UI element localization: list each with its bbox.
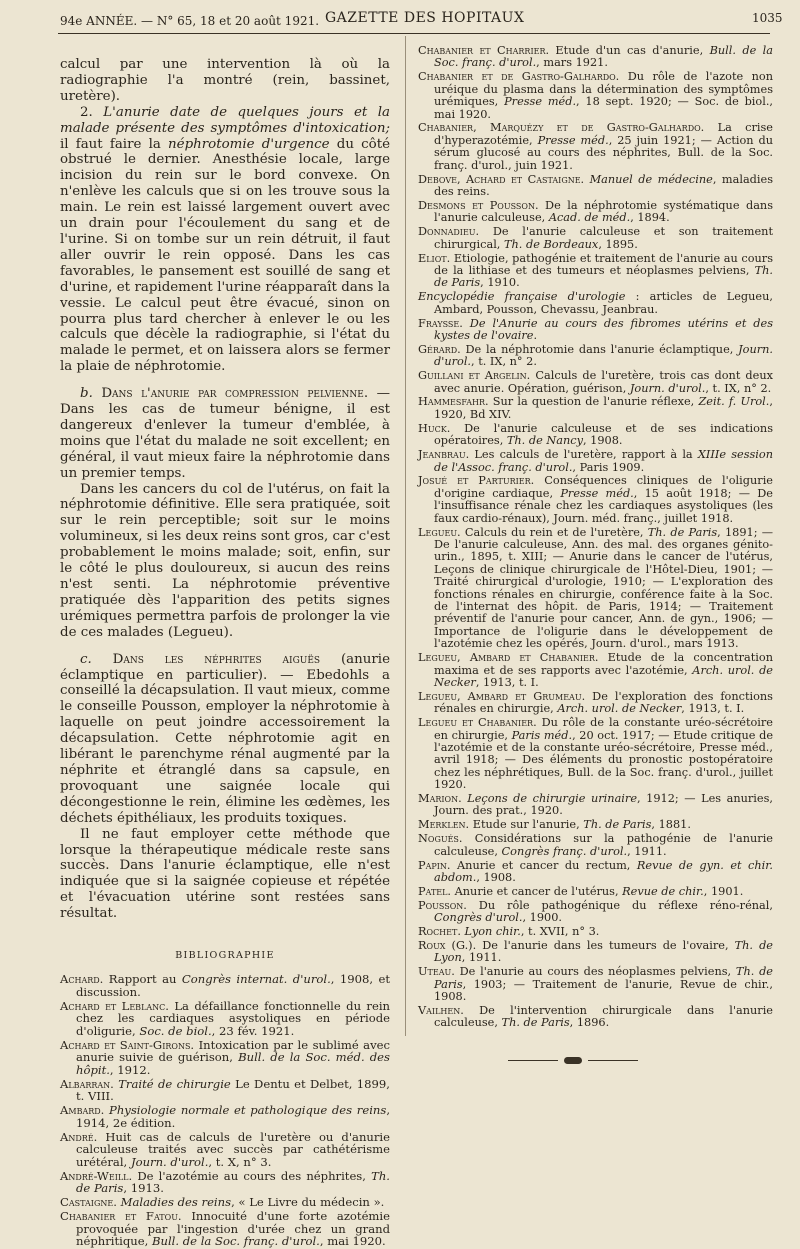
- ref-author: Castaigne.: [60, 1195, 117, 1210]
- ref-details: , 1913, t. I.: [681, 702, 745, 716]
- ref-source: Zeit. f. Urol.: [698, 395, 770, 409]
- ref-text: De l'intervention chirurgicale dans l'anurie calculeuse,: [434, 1004, 773, 1030]
- bibliography-entry: [60, 1104, 390, 1129]
- ref-details: , mars 1921.: [536, 56, 608, 70]
- paragraph-text: (anurie éclamptique en particulier). — Ebedohls a conseillé la décapsulation. Il vaut mieux, comme le conseille Pousson, employer la néphrotomie à laquelle on peut joindre accessoirement la décapsulation. Cette néphrotomie agit en libérant le parenchyme rénal augmenté par la néphrite et étranglé dans sa capsule, en provoquant une saignée locale qui décongestionne le rein, élimine les œdèmes, les déchets épithéliaux, les produits toxiques.: [60, 651, 391, 826]
- ref-details: , 1908.: [476, 871, 516, 884]
- ref-author: Roux (G.).: [418, 939, 477, 953]
- ref-source: Th. de Paris: [583, 818, 652, 832]
- ref-details: , 1914, 2e édition.: [76, 1103, 391, 1130]
- bibliography-entry: [418, 966, 773, 1003]
- ref-source: Th. de Nancy: [506, 434, 583, 448]
- ref-details: , 1913, t. I.: [475, 675, 539, 689]
- list-marker: b.: [80, 386, 102, 402]
- bibliography-entry: [60, 1131, 390, 1169]
- bibliography-list: [60, 973, 390, 1248]
- ref-author: André.: [60, 1129, 98, 1144]
- ref-details: , 1911.: [461, 951, 502, 965]
- bibliography-entry: [418, 691, 773, 716]
- ref-text: Calculs de l'uretère, trois cas dont deux avec anurie. Opération, guérison,: [434, 369, 773, 395]
- ref-details: , t. IX, n° 2.: [705, 381, 772, 395]
- ref-author: Legueu.: [418, 525, 461, 539]
- ref-source: Arch. urol. de Necker: [434, 663, 773, 689]
- ref-author: Nogués.: [418, 832, 463, 846]
- ref-author: Chabanier et Fatou.: [60, 1209, 182, 1224]
- ref-source: Presse méd.: [537, 133, 609, 147]
- bibliography-entry: [60, 1196, 390, 1209]
- paragraph: Dans les cancers du col de l'utérus, on fait la néphrotomie définitive. Elle sera pratiquée, soit sur le rein perceptible; soit sur le moins volumineux, si les deux reins sont gros, car c'est probablement le moins malade; soit, enfin, sur le côté le plus douloureux, si aucun des reins n'est senti. La néphrotomie préventive pratiquée dès l'apparition des petits signes urémiques permettra parfois de prolonger la vie de ces malades (Legueu).: [60, 481, 390, 640]
- bibliography-entry: [418, 886, 773, 898]
- paragraph: [60, 652, 390, 827]
- ref-text: [463, 317, 470, 330]
- paragraph: [60, 386, 390, 481]
- ref-author: Eliot.: [418, 251, 451, 265]
- ref-source: Th. de Bordeaux: [504, 237, 599, 251]
- ref-author: Albarran.: [60, 1076, 114, 1091]
- ref-text: De l'anurie dans les tumeurs de l'ovaire,: [476, 939, 735, 953]
- bibliography-title: BIBLIOGRAPHIE: [175, 950, 275, 962]
- ref-text: Calculs du rein et de l'uretère,: [460, 525, 648, 539]
- ref-author: Patel.: [418, 884, 452, 898]
- ref-details: , 1911.: [627, 844, 667, 858]
- ref-author: Fraysse.: [418, 316, 463, 330]
- ref-details: , 1920, Bd XIV.: [434, 395, 773, 421]
- ref-author: Legueu, Ambard et Grumeau.: [418, 689, 586, 703]
- ref-text: Du rôle de l'azote non uréique du plasma dans la détermination des symptômes urémiques,: [434, 70, 773, 109]
- bibliography-entry: [418, 527, 773, 651]
- ref-author: Achard.: [60, 972, 104, 987]
- section-heading: Dans les néphrites aiguës: [112, 651, 321, 667]
- ref-text: Etiologie, pathogénie et traitement de l'anurie au cours de la lithiase et des tumeurs et néoplasmes pelviens,: [434, 251, 773, 277]
- ref-text: La crise d'hyperazotémie,: [434, 121, 773, 147]
- bibliography-entry: [418, 344, 773, 369]
- ref-author: Vailhen.: [418, 1004, 464, 1018]
- ref-source: Lyon chir.: [464, 925, 521, 939]
- bibliography-entry: [418, 940, 773, 965]
- ref-text: Intoxication par le sublimé avec anurie suivie de guérison,: [76, 1037, 390, 1065]
- ref-author: Guillani et Argelin.: [418, 369, 531, 383]
- ref-details: , 1913.: [123, 1181, 164, 1196]
- ref-source: Revue de gyn. et chir. abdom.: [434, 858, 773, 884]
- ornament-line: [588, 1060, 638, 1061]
- ref-source: Arch. urol. de Necker: [557, 702, 682, 716]
- ref-source: Congrès franç. d'urol.: [501, 844, 628, 858]
- ref-author: Hammesfahr.: [418, 395, 489, 409]
- header-rule: [58, 33, 770, 34]
- ref-source: Th. de Paris: [501, 1016, 570, 1030]
- bibliography-entry: [418, 200, 773, 225]
- paragraph: [60, 105, 390, 375]
- ref-source: Journ. d'urol.: [629, 381, 706, 395]
- ref-details: , 18 sept. 1920; — Soc. de biol., mai 1920.: [434, 95, 774, 121]
- bibliography-entry: [418, 717, 773, 791]
- ornament-line: [508, 1060, 558, 1061]
- ref-source: Journ. d'urol.: [434, 342, 773, 369]
- bibliography-entry: [418, 226, 773, 251]
- ref-source: Maladies des reins: [120, 1195, 232, 1210]
- bibliography-entry: [60, 1039, 390, 1077]
- ref-details: , Paris 1909.: [572, 460, 645, 474]
- bibliography-entry: [418, 449, 773, 474]
- ref-author: Jeanbrau.: [418, 448, 470, 462]
- ref-text: Considérations sur la pathogénie de l'anurie calculeuse,: [434, 832, 773, 858]
- ref-author: Debove, Achard et Castaigne.: [418, 172, 585, 186]
- ref-author: Chabanier, Marquézy et de Gastro-Galhardo.: [418, 121, 705, 135]
- ref-author: Papin.: [418, 858, 451, 872]
- ref-details: , 1912.: [109, 1062, 151, 1077]
- ref-details: Le Dentu et Delbet, 1899, t. VIII.: [76, 1076, 390, 1104]
- bibliography-entry: [60, 1000, 390, 1038]
- column-divider: [405, 36, 406, 1036]
- ref-text: De l'anurie calculeuse et de ses indications opératoires,: [434, 421, 773, 448]
- ref-author: Rochet.: [418, 925, 461, 939]
- paragraph-title: L'anurie date de quelques jours et la malade présente des symptômes d'intoxication;: [60, 104, 390, 136]
- bibliography-entry: [60, 1210, 390, 1248]
- ref-source: Presse méd.: [560, 486, 634, 500]
- list-marker: c.: [80, 651, 113, 667]
- ref-source: Th. de Paris: [434, 965, 773, 991]
- bibliography-entry: [418, 45, 773, 70]
- ref-author: Ambard.: [60, 1103, 105, 1118]
- ref-source: XIIIe session de l'Assoc. franç. d'urol.: [434, 448, 773, 474]
- bibliography-entry: [418, 793, 773, 818]
- bibliography-entry: [418, 253, 773, 290]
- ref-author: Merklen.: [418, 818, 470, 832]
- ornament-dot: [564, 1057, 582, 1064]
- ref-author: André-Weill.: [60, 1168, 133, 1183]
- ref-details: , 1901.: [703, 884, 744, 898]
- ref-author: Desmons et Pousson.: [418, 198, 539, 212]
- ref-source: Encyclopédie française d'urologie: [418, 290, 626, 304]
- ref-text: Etude de la concentration maxima et de ses rapports avec l'azotémie,: [434, 651, 773, 677]
- ref-source: Journ. d'urol.: [130, 1154, 209, 1169]
- bibliography-entry: [418, 370, 773, 395]
- left-column: [60, 57, 390, 1249]
- ref-text: Conséquences cliniques de l'oligurie d'origine cardiaque,: [434, 474, 773, 500]
- ref-author: Huck.: [418, 421, 451, 435]
- section-heading: Dans l'anurie par compression pelvienne.: [101, 386, 369, 402]
- ref-source: Congrès internat. d'urol.: [181, 972, 331, 987]
- ref-text: Etude sur l'anurie,: [469, 818, 584, 832]
- ref-text: De la néphrotomie dans l'anurie éclamptique,: [460, 342, 739, 356]
- bibliography-list: [418, 45, 773, 1030]
- ref-text: De l'anurie au cours des néoplasmes pelviens,: [454, 965, 736, 979]
- ref-author: Legueu et Chabanier.: [418, 716, 537, 730]
- ref-text: Du rôle de la constante uréo-sécrétoire en chirurgie,: [434, 716, 773, 742]
- ref-source: Soc. de biol.: [139, 1023, 212, 1038]
- bibliography-entry: [418, 423, 773, 448]
- ref-details: , 1910.: [480, 276, 520, 290]
- ref-source: De l'Anurie au cours des fibromes utérins et des kystes de l'ovaire: [434, 316, 773, 342]
- page-number: 1035: [752, 11, 783, 25]
- ref-details: , 1895.: [598, 237, 638, 251]
- ref-details: , t. XVII, n° 3.: [520, 925, 600, 939]
- ref-details: , 1908.: [582, 434, 623, 448]
- ref-text: Anurie et cancer du rectum,: [450, 858, 637, 872]
- paragraph-text: il faut faire la: [60, 136, 169, 152]
- ref-text: De l'exploration des fonctions rénales en chirurgie,: [434, 689, 773, 716]
- bibliography-entry: [418, 652, 773, 689]
- bibliography-entry: [418, 318, 773, 343]
- bibliography-entry: [418, 833, 773, 858]
- bibliography-entry: [418, 174, 773, 199]
- bibliography-entry: [418, 71, 773, 121]
- ref-details: .: [533, 328, 538, 342]
- journal-title: GAZETTE DES HOPITAUX: [325, 10, 525, 26]
- bibliography-entry: [418, 122, 773, 172]
- bibliography-entry: [418, 926, 773, 938]
- ref-source: Th. de Lyon: [434, 939, 773, 965]
- ref-details: , 1896.: [569, 1016, 610, 1030]
- ref-details: , 1881.: [651, 818, 691, 832]
- paragraph-title: néphrotomie d'urgence: [168, 136, 330, 152]
- ref-author: Legueu, Ambard et Chabanier.: [418, 651, 599, 665]
- ref-author: Pousson.: [418, 898, 467, 912]
- ref-author: Chabanier et de Gastro-Galhardo.: [418, 70, 620, 84]
- bibliography-entry: [418, 1005, 773, 1030]
- ref-details: , 23 fév. 1921.: [211, 1023, 295, 1038]
- ref-author: Achard et Leblanc.: [60, 998, 169, 1013]
- ref-text: De l'anurie calculeuse et son traitement chirurgical,: [434, 225, 773, 251]
- ref-details: , 1912; — Les anuries, Journ. des prat., 1920.: [434, 792, 773, 818]
- ref-source: Revue de chir.: [622, 884, 704, 898]
- bibliography-entry: [60, 1170, 390, 1195]
- ref-details: , 25 juin 1921; — Action du sérum glucosé au cours des néphrites, Bull. de la Soc. franç. d'urol., juin 1921.: [434, 133, 773, 172]
- bibliography-entry: [418, 819, 773, 831]
- right-column: [418, 45, 773, 1031]
- bibliography-entry: [418, 900, 773, 925]
- ref-details: , t. X, n° 3.: [208, 1154, 272, 1169]
- ref-author: Chabanier et Charrier.: [418, 44, 550, 57]
- paragraph: Il ne faut employer cette méthode que lorsque la thérapeutique médicale reste sans succès. Dans l'anurie éclamptique, elle n'est indiquée que si la saignée copieuse et répétée et l'évacuation utérine sont restées sans résultat.: [60, 826, 390, 922]
- ref-author: Gérard.: [418, 342, 461, 356]
- list-marker: 2.: [80, 104, 104, 120]
- ref-source: Congrès d'urol.: [434, 911, 523, 925]
- ref-source: Paris méd.: [511, 728, 573, 742]
- ref-details: , maladies des reins.: [434, 172, 774, 198]
- ref-text: Innocuité d'une forte azotémie provoquée par l'ingestion d'urée chez un grand néphritique,: [76, 1209, 390, 1249]
- ref-source: Th. de Paris: [76, 1168, 390, 1196]
- ref-source: Th. de Paris: [647, 525, 718, 539]
- ref-author: Uteau.: [418, 965, 455, 979]
- ref-text: Anurie et cancer de l'utérus,: [451, 884, 623, 898]
- bibliography-entry: [60, 1078, 390, 1103]
- ref-details: , 1894.: [630, 211, 670, 225]
- paragraph-text: — Dans les cas de tumeur bénigne, il est dangereux d'enlever la tumeur d'emblée, à moins que l'état du malade ne soit excellent; en général, il vaut mieux faire la néphrotomie dans un premier temps.: [60, 386, 390, 481]
- ref-text: La défaillance fonctionnelle du rein chez les cardiaques asystoliques en période d'oligurie,: [76, 998, 391, 1038]
- issue-info: 94e ANNÉE. — N° 65, 18 et 20 août 1921.: [60, 14, 320, 28]
- ref-details: , t. IX, n° 2.: [471, 355, 537, 369]
- ref-source: Bull. de la Soc. franç. d'urol.: [151, 1234, 320, 1249]
- ref-source: Physiologie normale et pathologique des reins: [109, 1103, 387, 1118]
- ref-text: De l'azotémie au cours des néphrites,: [132, 1168, 372, 1183]
- bibliography-entry: [60, 973, 390, 998]
- ref-source: Acad. de méd.: [548, 211, 631, 225]
- ref-text: Rapport au: [103, 972, 182, 987]
- ref-author: Marion.: [418, 792, 462, 806]
- ref-details: : articles de Legueu, Ambard, Pousson, Chevassu, Jeanbrau.: [434, 290, 773, 316]
- ref-source: Bull. de la Soc. franç. d'urol.: [434, 44, 773, 70]
- ref-text: Du rôle pathogénique du réflexe réno-rénal,: [466, 898, 773, 912]
- ref-source: Traité de chirurgie: [118, 1076, 231, 1091]
- bibliography-entry: [418, 475, 773, 525]
- bibliography-entry: [418, 291, 773, 316]
- ref-details: , 1903; — Traitement de l'anurie, Revue de chir., 1908.: [434, 977, 773, 1004]
- ref-details: , 1900.: [522, 911, 562, 925]
- ref-author: Donnadieu.: [418, 225, 480, 239]
- ref-details: , mai 1920.: [319, 1234, 386, 1249]
- bibliography-entry: [418, 860, 773, 885]
- ref-author: Josué et Parturier.: [418, 474, 535, 488]
- ref-source: Manuel de médecine: [589, 172, 713, 186]
- ref-details: , 1891; — De l'anurie calculeuse, Ann. des mal. des organes génito-urin., 1895, t. XIII; — Anurie dans le cancer de l'utérus, Leçons de clinique chirurgicale de l'Hôtel-Dieu, 1901; — Traité chirurgical d'urologie, 1910; — L'exploration des fonctions rénales en chirurgie, conférence faite à la Soc. de l'internat des hôpit. de Paris, 1914; — Traitement préventif de l'anurie pour cancer, Ann. de gyn., 1906; — Importance de l'oligurie dans le développement de l'azotémie chez les opérés, Journ. d'urol., mars 1913.: [434, 525, 774, 651]
- end-ornament: [508, 1057, 638, 1065]
- ref-text: Sur la question de l'anurie réflexe,: [488, 395, 699, 409]
- paragraph-text: du côté obstrué le dernier. Anesthésie locale, large incision du rein sur le bord convexe. On n'enlève les calculs que si on les trouve sous la main. Le rein est laissé largement ouvert avec un drain pour l'écoulement du sang et de l'urine. Si on tombe sur un rein détruit, il faut aller ouvrir le rein opposé. Dans les cas favorables, le pansement est souillé de sang et d'urine, et rapidement l'urine réapparaît dans la vessie. Le calcul peut être évacué, sinon on pourra plus tard chercher à enlever le ou les calculs que décèle la radiographie, si l'état du malade le permet, et on laissera alors se fermer la plaie de néphrotomie.: [60, 136, 391, 375]
- ref-author: Achard et Saint-Girons.: [60, 1037, 195, 1052]
- paragraph: calcul par une intervention là où la radiographie l'a montré (rein, bassinet, uretère).: [60, 57, 390, 104]
- ref-source: Leçons de chirurgie urinaire: [467, 792, 637, 806]
- bibliography-entry: [418, 396, 773, 421]
- ref-details: , « Le Livre du médecin ».: [231, 1195, 385, 1210]
- ref-text: Etude d'un cas d'anurie,: [549, 44, 710, 57]
- ref-source: Bull. de la Soc. méd. des hôpit.: [76, 1050, 390, 1077]
- ref-text: Huit cas de calculs de l'uretère ou d'anurie calculeuse traités avec succès par cathétérisme urétéral,: [76, 1129, 390, 1169]
- ref-details: , 1908, et discussion.: [76, 972, 390, 999]
- ref-source: Presse méd.: [504, 95, 577, 109]
- ref-text: Les calculs de l'uretère, rapport à la: [469, 448, 698, 462]
- ref-source: Th. de Paris: [434, 263, 773, 290]
- ref-details: , 15 août 1918; — De l'insuffisance rénale chez les cardiaques asystoliques (les faux cardio-rénaux), Journ. méd. franç., juillet 1918.: [434, 486, 773, 525]
- ref-text: De la néphrotomie systématique dans l'anurie calculeuse,: [434, 198, 773, 225]
- ref-details: , 20 oct. 1917; — Etude critique de l'azotémie et de la constante uréo-sécrétoire, Presse méd., avril 1918; — Des éléments du pronostic postopératoire chez les néphrétiques, Bull. de la Soc. franç. d'urol., juillet 1920.: [434, 728, 774, 792]
